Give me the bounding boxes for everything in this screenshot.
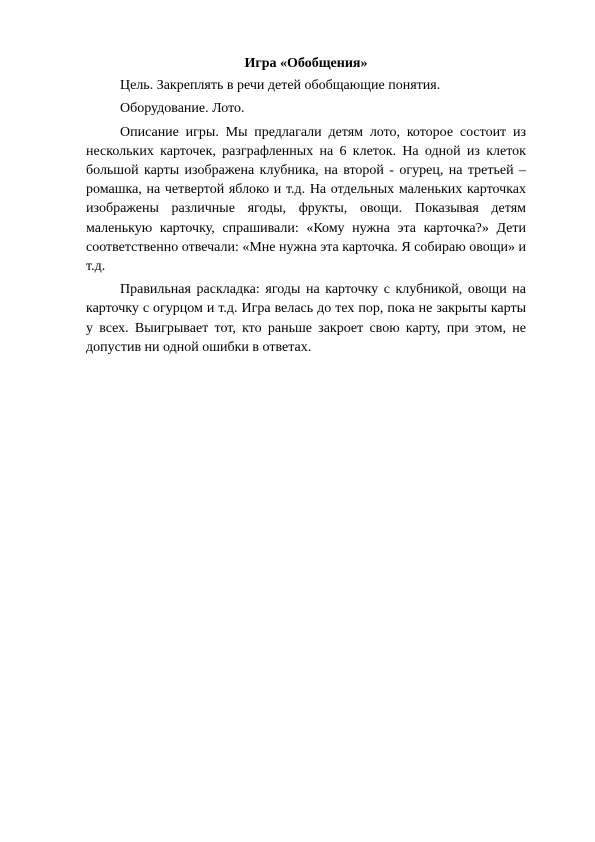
goal-paragraph: Цель. Закреплять в речи детей обобщающие понятия.	[120, 78, 441, 94]
description-paragraph: Описание игры. Мы предлагали детям лото, которое состоит из нескольких карточек, разграфленных на 6 клеток. На одной из клеток большой карты изображена клубника, на второй - огурец, на третьей – ромашка, на четвертой яблоко и т.д. На отдельных маленьких карточках изображены различные ягоды, фрукты, овощи. Показывая детям маленькую карточку, спрашивали: «Кому нужна эта карточка?» Дети соответственно отвечали: «Мне нужна эта карточка. Я собираю овощи» и т.д.	[86, 124, 526, 275]
document-body	[86, 54, 526, 357]
document-title: Игра «Обобщения»	[244, 56, 368, 71]
equipment-paragraph: Оборудование. Лото.	[120, 101, 245, 117]
rules-paragraph: Правильная раскладка: ягоды на карточку с клубникой, овощи на карточку с огурцом и т.д. Игра велась до тех пор, пока не закрыты карты у всех. Выигрывает тот, кто раньше закроет свою карту, при этом, не допустив ни одной ошибки в ответах.	[86, 282, 526, 355]
